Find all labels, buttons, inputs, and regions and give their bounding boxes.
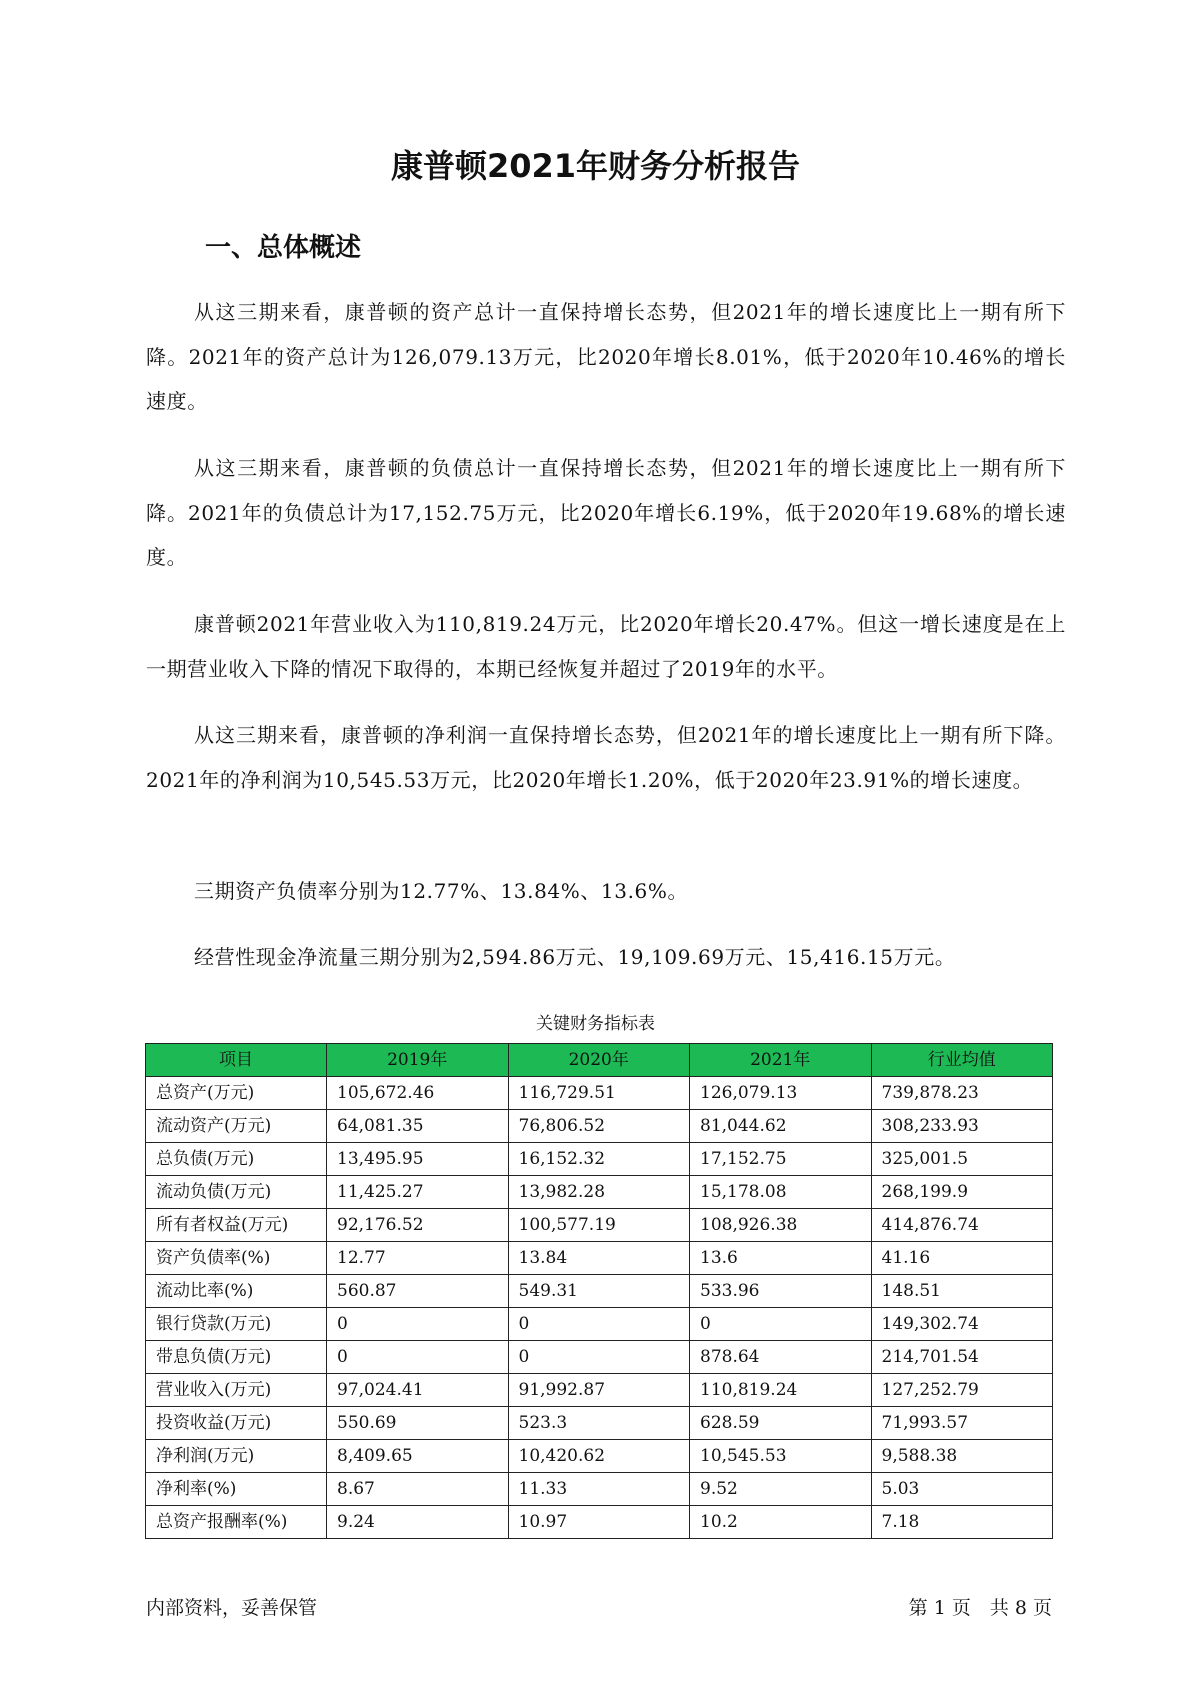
table-cell: 0	[508, 1308, 690, 1341]
table-cell: 127,252.79	[871, 1374, 1053, 1407]
footer-confidential-note: 内部资料，妥善保管	[146, 1597, 318, 1619]
table-cell: 10.97	[508, 1506, 690, 1539]
table-cell: 11.33	[508, 1473, 690, 1506]
key-financial-table	[145, 1043, 1053, 1539]
table-cell: 71,993.57	[871, 1407, 1053, 1440]
table-cell: 9.24	[327, 1506, 509, 1539]
table-cell: 0	[327, 1308, 509, 1341]
table-cell: 126,079.13	[690, 1077, 872, 1110]
table-cell: 9.52	[690, 1473, 872, 1506]
table-row-label: 总资产(万元)	[146, 1077, 327, 1110]
table-cell: 12.77	[327, 1242, 509, 1275]
table-cell: 16,152.32	[508, 1143, 690, 1176]
table-header-row	[146, 1044, 1053, 1077]
table-cell: 0	[327, 1341, 509, 1374]
paragraph-debt-ratio: 三期资产负债率分别为12.77%、13.84%、13.6%。	[194, 879, 689, 903]
table-row	[146, 1242, 1053, 1275]
table-cell: 13.84	[508, 1242, 690, 1275]
table-row	[146, 1308, 1053, 1341]
table-cell: 5.03	[871, 1473, 1053, 1506]
table-cell: 10.2	[690, 1506, 872, 1539]
table-cell: 13,495.95	[327, 1143, 509, 1176]
table-cell: 9,588.38	[871, 1440, 1053, 1473]
table-cell: 878.64	[690, 1341, 872, 1374]
table-row	[146, 1473, 1053, 1506]
table-cell: 550.69	[327, 1407, 509, 1440]
table-cell: 92,176.52	[327, 1209, 509, 1242]
table-row-label: 净利润(万元)	[146, 1440, 327, 1473]
table-caption: 关键财务指标表	[536, 1014, 655, 1034]
table-cell: 100,577.19	[508, 1209, 690, 1242]
table-row	[146, 1341, 1053, 1374]
table-row	[146, 1077, 1053, 1110]
table-row	[146, 1506, 1053, 1539]
table-row-label: 资产负债率(%)	[146, 1242, 327, 1275]
table-cell: 97,024.41	[327, 1374, 509, 1407]
table-cell: 523.3	[508, 1407, 690, 1440]
table-cell: 549.31	[508, 1275, 690, 1308]
header-2019: 2019年	[327, 1044, 509, 1077]
table-row	[146, 1407, 1053, 1440]
table-row	[146, 1110, 1053, 1143]
table-cell: 214,701.54	[871, 1341, 1053, 1374]
table-cell: 17,152.75	[690, 1143, 872, 1176]
section-heading: 一、总体概述	[205, 233, 362, 263]
table-cell: 148.51	[871, 1275, 1053, 1308]
table-cell: 628.59	[690, 1407, 872, 1440]
paragraph-net-profit: 从这三期来看，康普顿的净利润一直保持增长态势，但2021年的增长速度比上一期有所下降。2021年的净利润为10,545.53万元，比2020年增长1.20%，低于2020年23.91%的增长速度。	[146, 723, 1066, 792]
table-cell: 15,178.08	[690, 1176, 872, 1209]
table-cell: 268,199.9	[871, 1176, 1053, 1209]
table-row-label: 流动比率(%)	[146, 1275, 327, 1308]
table-row	[146, 1374, 1053, 1407]
table-row-label: 银行贷款(万元)	[146, 1308, 327, 1341]
table-cell: 149,302.74	[871, 1308, 1053, 1341]
table-cell: 10,545.53	[690, 1440, 872, 1473]
header-industry-avg: 行业均值	[871, 1044, 1053, 1077]
footer-page-number: 第 1 页 共 8 页	[908, 1597, 1052, 1619]
header-item: 项目	[146, 1044, 327, 1077]
table-row	[146, 1275, 1053, 1308]
table-cell: 11,425.27	[327, 1176, 509, 1209]
table-row-label: 流动资产(万元)	[146, 1110, 327, 1143]
table-cell: 0	[690, 1308, 872, 1341]
table-cell: 91,992.87	[508, 1374, 690, 1407]
table-row-label: 营业收入(万元)	[146, 1374, 327, 1407]
table-cell: 533.96	[690, 1275, 872, 1308]
table-cell: 81,044.62	[690, 1110, 872, 1143]
paragraph-cash-flow: 经营性现金净流量三期分别为2,594.86万元、19,109.69万元、15,416.15万元。	[194, 945, 956, 969]
table-row	[146, 1440, 1053, 1473]
paragraph-liabilities: 从这三期来看，康普顿的负债总计一直保持增长态势，但2021年的增长速度比上一期有所下降。2021年的负债总计为17,152.75万元，比2020年增长6.19%，低于2020年19.68%的增长速度。	[146, 456, 1066, 569]
table-cell: 13,982.28	[508, 1176, 690, 1209]
paragraph-assets: 从这三期来看，康普顿的资产总计一直保持增长态势，但2021年的增长速度比上一期有所下降。2021年的资产总计为126,079.13万元，比2020年增长8.01%，低于2020年10.46%的增长速度。	[146, 300, 1066, 413]
table-cell: 414,876.74	[871, 1209, 1053, 1242]
table-row	[146, 1176, 1053, 1209]
header-2021: 2021年	[690, 1044, 872, 1077]
table-cell: 8.67	[327, 1473, 509, 1506]
table-row	[146, 1143, 1053, 1176]
table-cell: 105,672.46	[327, 1077, 509, 1110]
table-cell: 325,001.5	[871, 1143, 1053, 1176]
table-cell: 41.16	[871, 1242, 1053, 1275]
table-row-label: 带息负债(万元)	[146, 1341, 327, 1374]
header-2020: 2020年	[508, 1044, 690, 1077]
table-cell: 110,819.24	[690, 1374, 872, 1407]
table-row-label: 总资产报酬率(%)	[146, 1506, 327, 1539]
table-cell: 108,926.38	[690, 1209, 872, 1242]
table-cell: 0	[508, 1341, 690, 1374]
table-cell: 8,409.65	[327, 1440, 509, 1473]
table-cell: 76,806.52	[508, 1110, 690, 1143]
table-row-label: 净利率(%)	[146, 1473, 327, 1506]
paragraph-revenue: 康普顿2021年营业收入为110,819.24万元，比2020年增长20.47%。但这一增长速度是在上一期营业收入下降的情况下取得的，本期已经恢复并超过了2019年的水平。	[146, 612, 1066, 681]
table-cell: 308,233.93	[871, 1110, 1053, 1143]
table-row-label: 总负债(万元)	[146, 1143, 327, 1176]
table-cell: 64,081.35	[327, 1110, 509, 1143]
table-row	[146, 1209, 1053, 1242]
table-row-label: 投资收益(万元)	[146, 1407, 327, 1440]
table-row-label: 所有者权益(万元)	[146, 1209, 327, 1242]
table-cell: 10,420.62	[508, 1440, 690, 1473]
table-cell: 560.87	[327, 1275, 509, 1308]
table-cell: 7.18	[871, 1506, 1053, 1539]
document-title: 康普顿2021年财务分析报告	[390, 147, 801, 185]
table-row-label: 流动负债(万元)	[146, 1176, 327, 1209]
table-cell: 739,878.23	[871, 1077, 1053, 1110]
table-cell: 116,729.51	[508, 1077, 690, 1110]
table-cell: 13.6	[690, 1242, 872, 1275]
